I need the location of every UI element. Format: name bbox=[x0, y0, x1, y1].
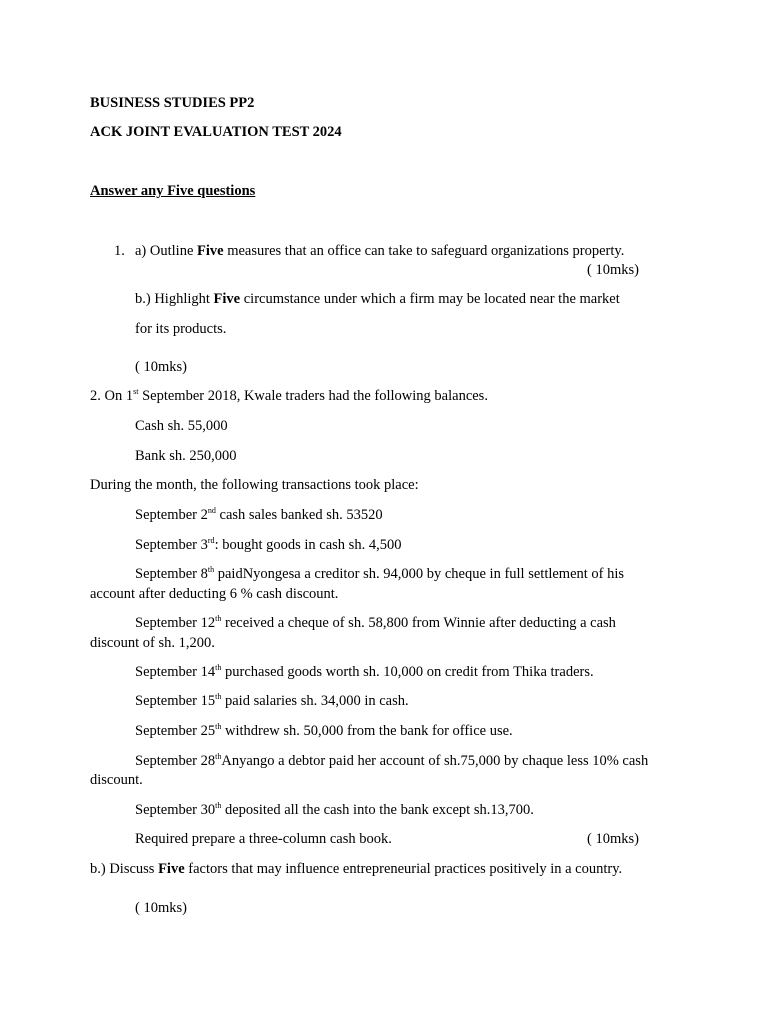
question-2a-required: Required prepare a three-column cash book. bbox=[135, 831, 392, 847]
transaction-item: September 25th withdrew sh. 50,000 from the bank for office use. bbox=[135, 722, 513, 739]
transactions-intro: During the month, the following transactions took place: bbox=[90, 477, 419, 493]
transaction-item: September 28thAnyango a debtor paid her account of sh.75,000 by chaque less 10% cash bbox=[135, 752, 649, 769]
question-2a-marks: ( 10mks) bbox=[587, 831, 639, 847]
question-1a-text: a) Outline Five measures that an office can take to safeguard organizations property. bbox=[135, 243, 625, 259]
transaction-item: September 3rd: bought goods in cash sh. 4,500 bbox=[135, 536, 402, 553]
question-1a-marks: ( 10mks) bbox=[587, 262, 639, 278]
question-2-intro: 2. On 1st September 2018, Kwale traders had the following balances. bbox=[90, 387, 488, 404]
exam-subtitle: ACK JOINT EVALUATION TEST 2024 bbox=[90, 124, 342, 140]
question-1b-text-continued: for its products. bbox=[135, 321, 227, 337]
transaction-item: September 2nd cash sales banked sh. 53520 bbox=[135, 506, 383, 523]
question-1-number: 1. bbox=[114, 243, 125, 259]
question-2b-text: b.) Discuss Five factors that may influence entrepreneurial practices positively in a country. bbox=[90, 861, 623, 877]
opening-bank-balance: Bank sh. 250,000 bbox=[135, 448, 237, 464]
transaction-item-continued: discount of sh. 1,200. bbox=[90, 635, 215, 651]
exam-instruction: Answer any Five questions bbox=[90, 183, 256, 199]
opening-cash-balance: Cash sh. 55,000 bbox=[135, 418, 228, 434]
transaction-item: September 12th received a cheque of sh. 58,800 from Winnie after deducting a cash bbox=[135, 614, 616, 631]
transaction-item-continued: discount. bbox=[90, 772, 143, 788]
transaction-item-continued: account after deducting 6 % cash discount. bbox=[90, 586, 339, 602]
transaction-item: September 8th paidNyongesa a creditor sh. 94,000 by cheque in full settlement of his bbox=[135, 565, 625, 582]
transaction-item: September 14th purchased goods worth sh. 10,000 on credit from Thika traders. bbox=[135, 663, 594, 680]
exam-title: BUSINESS STUDIES PP2 bbox=[90, 95, 255, 111]
question-1b-marks: ( 10mks) bbox=[135, 359, 187, 375]
transaction-item: September 15th paid salaries sh. 34,000 in cash. bbox=[135, 692, 409, 709]
question-2b-marks: ( 10mks) bbox=[135, 900, 187, 916]
transaction-item: September 30th deposited all the cash into the bank except sh.13,700. bbox=[135, 801, 534, 818]
question-1b-text: b.) Highlight Five circumstance under which a firm may be located near the market bbox=[135, 291, 620, 307]
